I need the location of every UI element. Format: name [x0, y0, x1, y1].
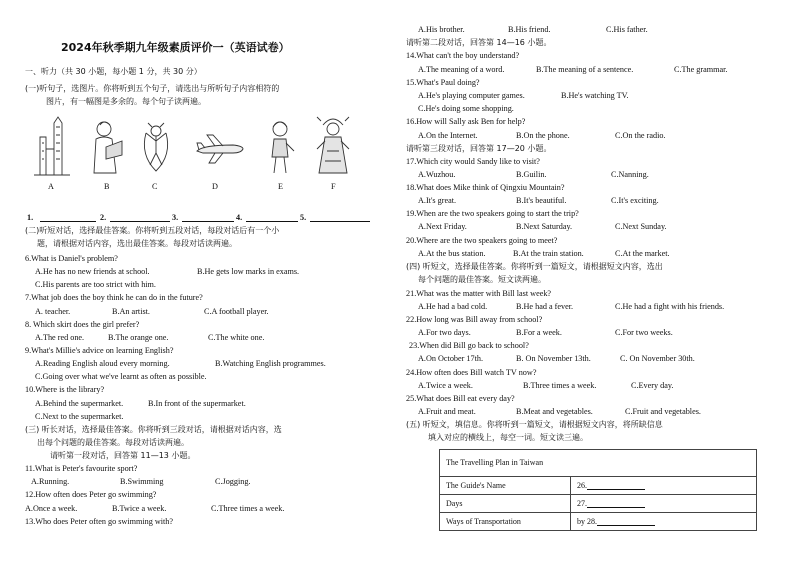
- question-13: 13.Who does Peter often go swimming with?: [25, 517, 174, 526]
- q19-option-b[interactable]: B.Next Saturday.: [516, 222, 573, 231]
- page-title: 2024年秋季期九年级素质评价一（英语试卷）: [61, 41, 290, 54]
- q22-option-b[interactable]: B.For a week.: [516, 328, 562, 337]
- q19-option-c[interactable]: C.Next Sunday.: [615, 222, 667, 231]
- q16-option-b[interactable]: B.On the phone.: [516, 131, 570, 140]
- q21-option-a[interactable]: A.He had a bad cold.: [418, 302, 488, 311]
- part5-instruction-2: 填入对应的横线上，每空一词。短文读三遍。: [428, 433, 588, 442]
- q9-option-c[interactable]: C.Going over what we've learnt as often as possible.: [35, 372, 207, 381]
- part2-instruction: (二)听短对话，选择最佳答案。你将听到五段对话，每段对话后有一个小: [25, 226, 280, 235]
- picture-letter-b: B: [104, 182, 110, 191]
- table-row: [440, 477, 757, 495]
- blank-28-line[interactable]: [597, 518, 655, 526]
- question-15: 15.What's Paul doing?: [406, 78, 480, 87]
- q14-option-a[interactable]: A.The meaning of a word.: [418, 65, 505, 74]
- q6-option-c[interactable]: C.His parents are too strict with him.: [35, 280, 156, 289]
- answer-blank-3-label: 3.: [172, 213, 179, 222]
- answer-blank-5[interactable]: [310, 213, 370, 222]
- part3-instruction-3: 请听第一段对话，回答第 11—13 小题。: [50, 451, 196, 460]
- question-17: 17.Which city would Sandy like to visit?: [406, 157, 540, 166]
- picture-letter-f: F: [331, 182, 336, 191]
- part5-instruction: (五) 听短文，填信息。你将听到一篇短文，请根据短文内容，将所缺信息: [406, 420, 663, 429]
- blank-28-label: by 28.: [577, 516, 597, 526]
- picture-letter-a: A: [48, 182, 54, 191]
- table-title: The Travelling Plan in Taiwan: [440, 450, 757, 477]
- q24-option-b[interactable]: B.Three times a week.: [523, 381, 597, 390]
- q7-option-b[interactable]: B.An artist.: [112, 307, 150, 316]
- airplane-icon: [193, 115, 245, 177]
- question-25: 25.What does Bill eat every day?: [406, 394, 515, 403]
- q25-option-b[interactable]: B.Meat and vegetables.: [516, 407, 593, 416]
- q18-option-a[interactable]: A.It's great.: [418, 196, 457, 205]
- question-19: 19.When are the two speakers going to start the trip?: [406, 209, 579, 218]
- travel-plan-table: [439, 449, 757, 531]
- question-16: 16.How will Sally ask Ben for help?: [406, 117, 526, 126]
- part1-instruction-2: 图片，有一幅图是多余的。每个句子读两遍。: [46, 97, 206, 106]
- question-12: 12.How often does Peter go swimming?: [25, 490, 157, 499]
- section-heading: 一、听力（共 30 小题，每小题 1 分，共 30 分）: [25, 67, 202, 76]
- row-label-transport: Ways of Transportation: [440, 513, 571, 531]
- part4-instruction-2: 每个问题的最佳答案。短文读两遍。: [418, 275, 546, 284]
- answer-blank-3[interactable]: [182, 213, 234, 222]
- q25-option-a[interactable]: A.Fruit and meat.: [418, 407, 476, 416]
- skyscraper-icon: [32, 115, 72, 177]
- blank-27-label: 27.: [577, 498, 587, 508]
- q19-option-a[interactable]: A.Next Friday.: [418, 222, 467, 231]
- answer-field-27[interactable]: [571, 495, 757, 513]
- blank-26-line[interactable]: [587, 482, 645, 490]
- q16-option-c[interactable]: C.On the radio.: [615, 131, 666, 140]
- question-10: 10.Where is the library?: [25, 385, 105, 394]
- q15-option-c[interactable]: C.He's doing some shopping.: [418, 104, 514, 113]
- picture-letter-e: E: [278, 182, 284, 191]
- q17-option-c[interactable]: C.Nanning.: [611, 170, 649, 179]
- q10-option-b[interactable]: B.In front of the supermarket.: [148, 399, 246, 408]
- question-11: 11.What is Peter's favourite sport?: [25, 464, 138, 473]
- q10-option-c[interactable]: C.Next to the supermarket.: [35, 412, 124, 421]
- question-7: 7.What job does the boy think he can do in the future?: [25, 293, 203, 302]
- q12-option-c[interactable]: C.Three times a week.: [211, 504, 285, 513]
- question-21: 21.What was the matter with Bill last week?: [406, 289, 552, 298]
- q10-option-a[interactable]: A.Behind the supermarket.: [35, 399, 124, 408]
- q17-option-b[interactable]: B.Guilin.: [516, 170, 547, 179]
- q11-option-a[interactable]: A.Running.: [31, 477, 70, 486]
- q24-option-c[interactable]: C.Every day.: [631, 381, 674, 390]
- q18-option-b[interactable]: B.It's beautiful.: [516, 196, 567, 205]
- picture-letter-d: D: [212, 182, 218, 191]
- question-9: 9.What's Millie's advice on learning English?: [25, 346, 174, 355]
- q8-option-a[interactable]: A.The red one.: [35, 333, 85, 342]
- answer-blank-1[interactable]: [40, 213, 96, 222]
- part3-instruction: (三) 听长对话，选择最佳答案。你将听到三段对话，请根据对话内容，选: [25, 425, 282, 434]
- q18-option-c[interactable]: C.It's exciting.: [611, 196, 659, 205]
- q20-option-a[interactable]: A.At the bus station.: [418, 249, 486, 258]
- question-14: 14.What can't the boy understand?: [406, 51, 520, 60]
- question-6: 6.What is Daniel's problem?: [25, 254, 118, 263]
- q7-option-c[interactable]: C.A football player.: [204, 307, 269, 316]
- part3-instruction-2: 出每个问题的最佳答案。每段对话读两遍。: [37, 438, 189, 447]
- answer-field-26[interactable]: [571, 477, 757, 495]
- question-22: 22.How long was Bill away from school?: [406, 315, 543, 324]
- q15-option-b[interactable]: B.He's watching TV.: [561, 91, 629, 100]
- table-row: [440, 513, 757, 531]
- question-18: 18.What does Mike think of Qingxiu Mountain?: [406, 183, 565, 192]
- blank-26-label: 26.: [577, 480, 587, 490]
- q9-option-a[interactable]: A.Reading English aloud every morning.: [35, 359, 170, 368]
- part3-instruction-5: 请听第三段对话，回答第 17—20 小题。: [406, 144, 552, 153]
- q21-option-b[interactable]: B.He had a fever.: [516, 302, 574, 311]
- answer-blank-2-label: 2.: [100, 213, 107, 222]
- row-label-days: Days: [440, 495, 571, 513]
- q15-option-a[interactable]: A.He's playing computer games.: [418, 91, 525, 100]
- q17-option-a[interactable]: A.Wuzhou.: [418, 170, 456, 179]
- q16-option-a[interactable]: A.On the Internet.: [418, 131, 478, 140]
- q11-option-b[interactable]: B.Swimming: [120, 477, 164, 486]
- q21-option-c[interactable]: C.He had a fight with his friends.: [615, 302, 725, 311]
- part1-instruction: (一)听句子，选图片。你将听到五个句子，请选出与所听句子内容相符的: [25, 84, 280, 93]
- q23-option-c[interactable]: C. On November 30th.: [620, 354, 695, 363]
- question-20: 20.Where are the two speakers going to meet?: [406, 236, 558, 245]
- answer-field-28[interactable]: [571, 513, 757, 531]
- q12-option-b[interactable]: B.Twice a week.: [112, 504, 167, 513]
- q6-option-a[interactable]: A.He has no new friends at school.: [35, 267, 150, 276]
- answer-blank-4-label: 4.: [236, 213, 243, 222]
- question-8: 8. Which skirt does the girl prefer?: [25, 320, 140, 329]
- q13-option-a[interactable]: A.His brother.: [418, 25, 465, 34]
- blank-27-line[interactable]: [587, 500, 645, 508]
- q25-option-c[interactable]: C.Fruit and vegetables.: [625, 407, 701, 416]
- q7-option-a[interactable]: A. teacher.: [35, 307, 71, 316]
- part4-instruction: (四) 听短文，选择最佳答案。你将听到一篇短文，请根据短文内容，选出: [406, 262, 663, 271]
- answer-blank-5-label: 5.: [300, 213, 307, 222]
- answer-blank-4[interactable]: [246, 213, 298, 222]
- q8-option-c[interactable]: C.The white one.: [208, 333, 265, 342]
- q12-option-a[interactable]: A.Once a week.: [25, 504, 78, 513]
- q14-option-b[interactable]: B.The meaning of a sentence.: [536, 65, 634, 74]
- question-24: 24.How often does Bill watch TV now?: [406, 368, 537, 377]
- answer-blank-1-label: 1.: [27, 213, 34, 222]
- question-23: 23.When did Bill go back to school?: [409, 341, 529, 350]
- q20-option-b[interactable]: B.At the train station.: [513, 249, 584, 258]
- part2-instruction-2: 题，请根据对话内容，选出最佳答案。每段对话读两遍。: [37, 239, 237, 248]
- q14-option-c[interactable]: C.The grammar.: [674, 65, 728, 74]
- q6-option-b[interactable]: B.He gets low marks in exams.: [197, 267, 300, 276]
- q9-option-b[interactable]: B.Watching English programmes.: [215, 359, 326, 368]
- opera-performer-icon: [313, 115, 353, 177]
- q13-option-b[interactable]: B.His friend.: [508, 25, 551, 34]
- girl-writing-icon: [262, 115, 302, 177]
- row-label-guide: The Guide's Name: [440, 477, 571, 495]
- q22-option-a[interactable]: A.For two days.: [418, 328, 471, 337]
- q23-option-a[interactable]: A.On October 17th.: [418, 354, 484, 363]
- doctor-reading-icon: [86, 115, 126, 177]
- q23-option-b[interactable]: B. On November 13th.: [516, 354, 591, 363]
- q22-option-c[interactable]: C.For two weeks.: [615, 328, 673, 337]
- table-row: [440, 495, 757, 513]
- q11-option-c[interactable]: C.Jogging.: [215, 477, 251, 486]
- answer-blank-2[interactable]: [110, 213, 170, 222]
- girl-jumping-icon: [136, 115, 176, 177]
- part3-instruction-4: 请听第二段对话，回答第 14—16 小题。: [406, 38, 552, 47]
- picture-letter-c: C: [152, 182, 158, 191]
- q8-option-b[interactable]: B.The orange one.: [108, 333, 169, 342]
- q24-option-a[interactable]: A.Twice a week.: [418, 381, 473, 390]
- q13-option-c[interactable]: C.His father.: [606, 25, 648, 34]
- q20-option-c[interactable]: C.At the market.: [615, 249, 670, 258]
